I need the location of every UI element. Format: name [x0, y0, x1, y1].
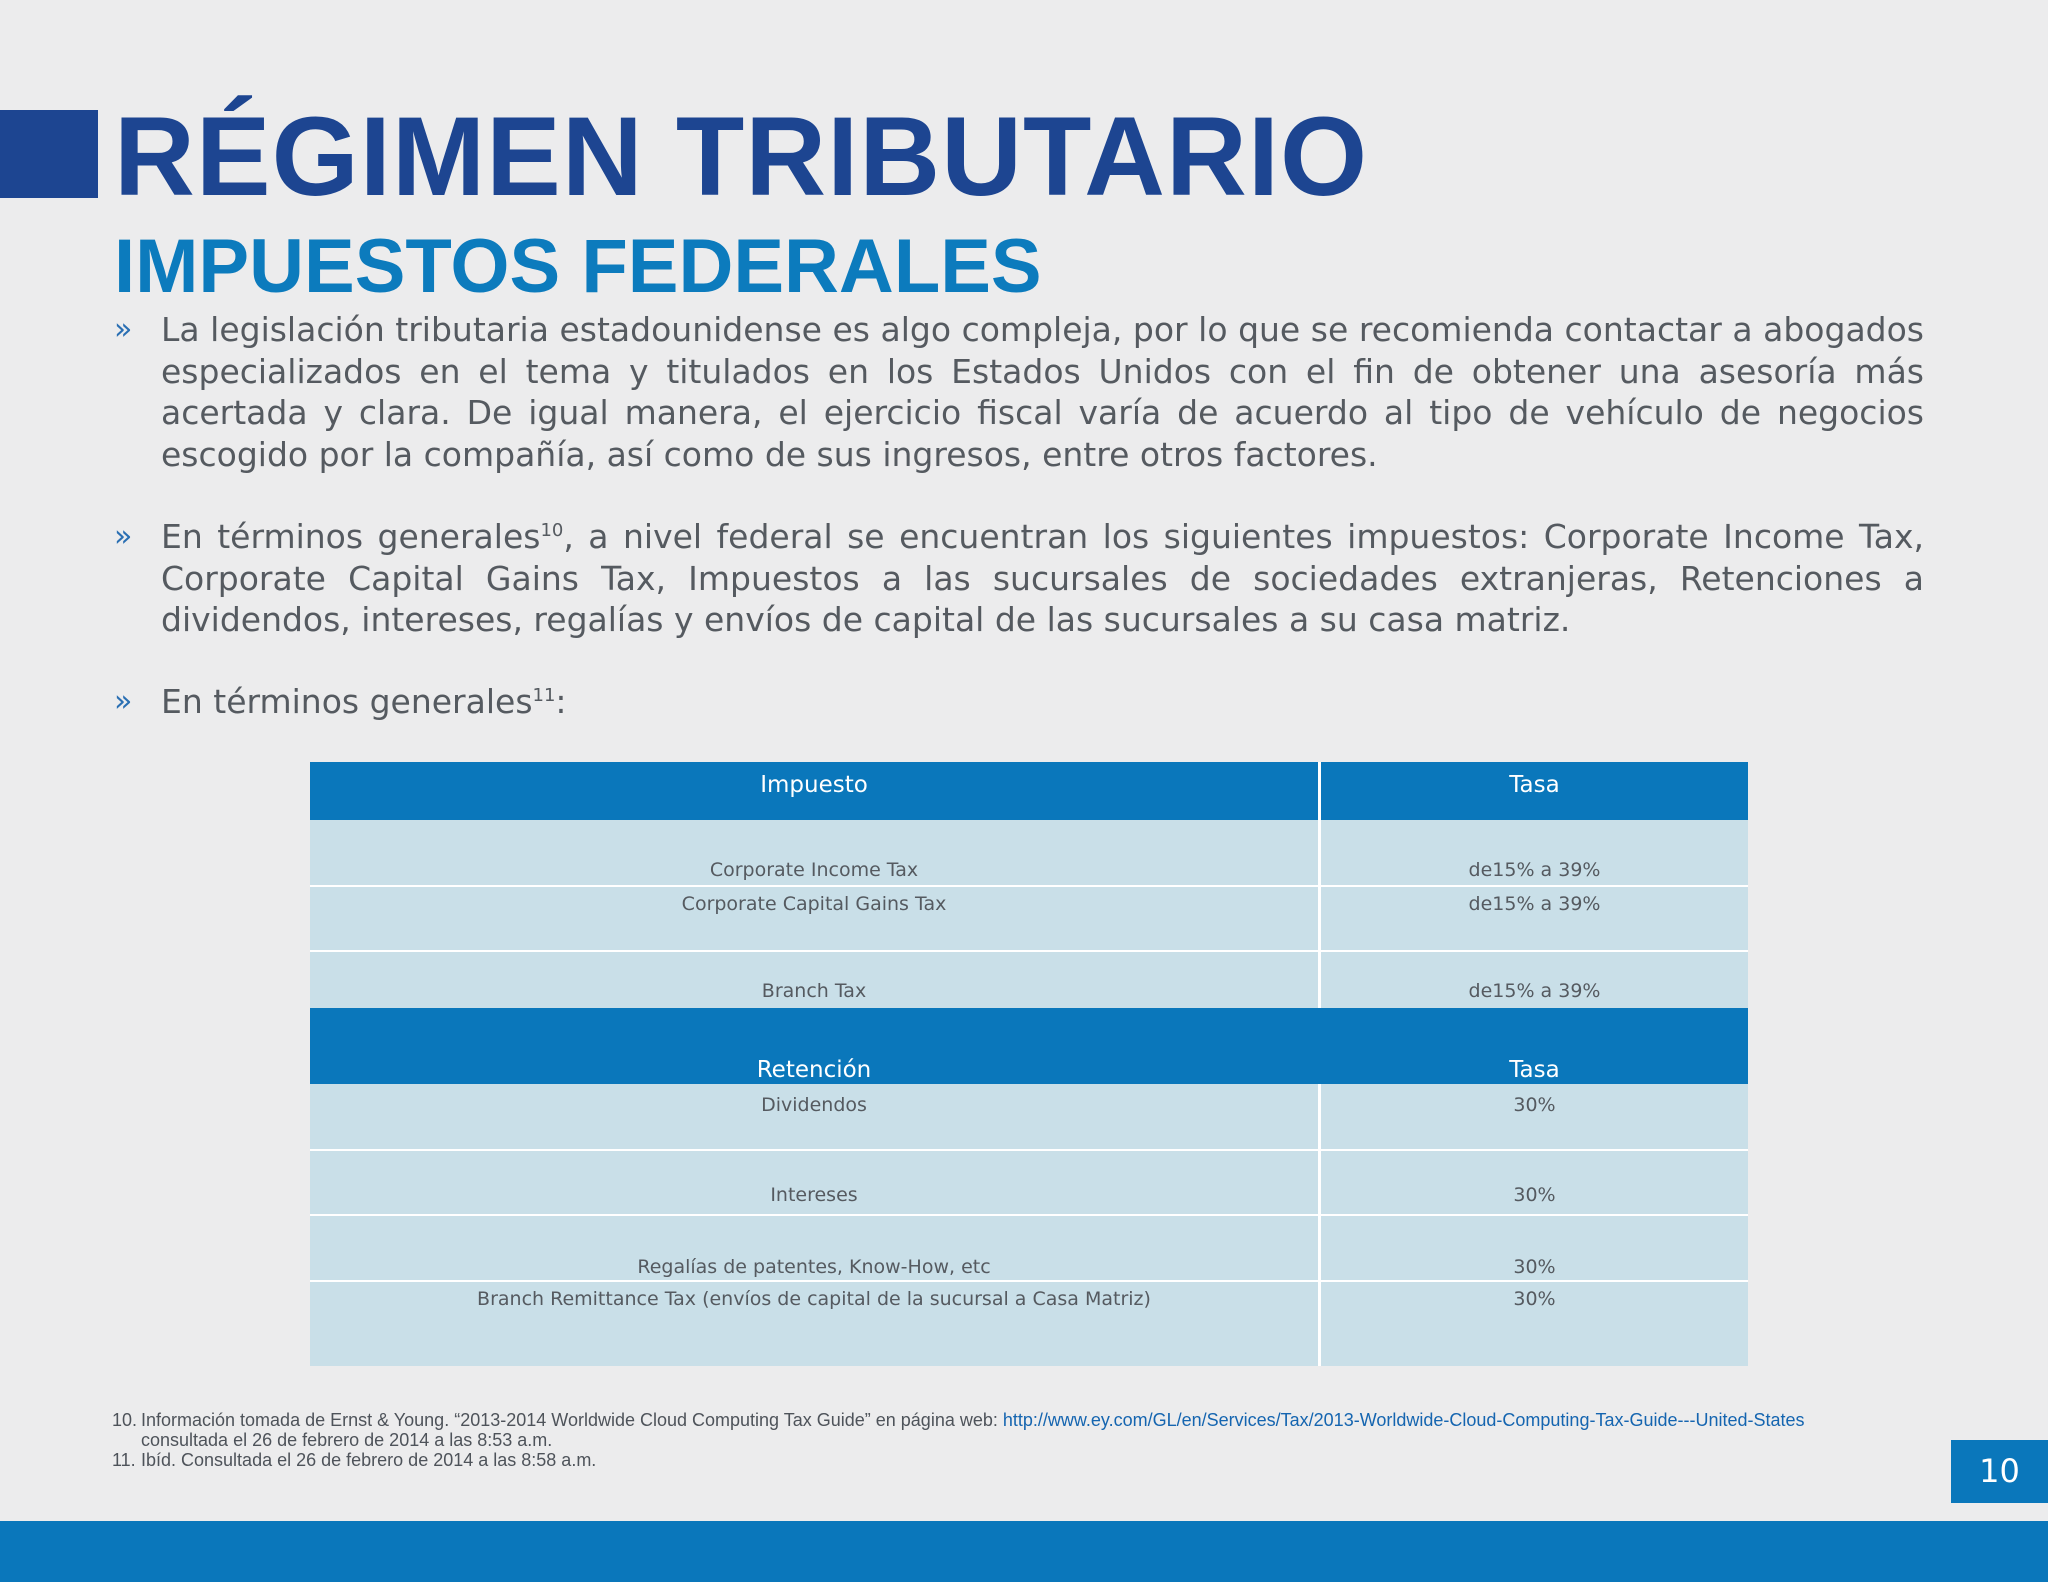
table-header-row [310, 762, 1748, 820]
bullet-item [114, 309, 1924, 475]
footnote-ref: 11 [532, 685, 556, 706]
bullet-item [114, 681, 1924, 723]
bullet-text: En términos generales$^{10}$, a nivel federal se encuentran los siguientes impuestos: Corporate Income Tax, Corporate Capital Gains Tax, Impuestos a las sucursales de sociedades extranjeras, Retenciones a dividendos, intereses, regalías y envíos de capital de las sucursales a su casa matriz. [161, 517, 1924, 639]
tax-name-cell: Corporate Capital Gains Tax [681, 893, 947, 915]
table-row [310, 887, 1748, 950]
footnotes [112, 1410, 1952, 1470]
header-cell-tasa: Tasa [1509, 772, 1560, 798]
retention-name-cell: Intereses [770, 1184, 858, 1206]
table-row [310, 952, 1748, 1008]
page-subtitle: IMPUESTOS FEDERALES [114, 224, 1042, 309]
header-cell-impuesto: Impuesto [760, 772, 868, 798]
table-row [310, 1151, 1748, 1214]
tax-rate-cell: de15% a 39% [1468, 980, 1601, 1002]
footnote-link[interactable]: http://www.ey.com/GL/en/Services/Tax/2013-Worldwide-Cloud-Computing-Tax-Guide---United-States [1002, 1410, 1805, 1430]
header-cell-retencion: Retención [756, 1057, 872, 1083]
footnote-text: Información tomada de Ernst & Young. “2013-2014 Worldwide Cloud Computing Tax Guide” en página web: [141, 1410, 1003, 1430]
tax-table [310, 762, 1748, 1366]
tax-rate-cell: de15% a 39% [1468, 859, 1601, 881]
page-number: 10 [1951, 1440, 2048, 1503]
page-title: RÉGIMEN TRIBUTARIO [114, 94, 1369, 219]
tax-rate-cell: de15% a 39% [1468, 893, 1601, 915]
footnote-text-continued: consultada el 26 de febrero de 2014 a las 8:53 a.m. [141, 1430, 553, 1450]
footnote-number: 10. [112, 1410, 138, 1430]
table-header-row [310, 1008, 1748, 1084]
bullet-marker-icon: » [114, 312, 133, 347]
retention-rate-cell: 30% [1513, 1184, 1556, 1206]
retention-rate-cell: 30% [1513, 1094, 1556, 1116]
footnote-ref: 10 [540, 520, 564, 541]
bullet-marker-icon: » [114, 519, 133, 554]
tax-name-cell: Branch Tax [761, 980, 867, 1002]
footnote-11 [112, 1450, 1952, 1470]
retention-name-cell: Dividendos [761, 1094, 867, 1116]
table-row [310, 1084, 1748, 1149]
retention-rate-cell: 30% [1513, 1256, 1556, 1278]
bullet-marker-icon: » [114, 684, 133, 719]
table-row [310, 820, 1748, 885]
bullet-text: En términos generales$^{11}$: [161, 682, 567, 721]
footnote-text: Ibíd. Consultada el 26 de febrero de 2014 a las 8:58 a.m. [141, 1450, 597, 1470]
table-row [310, 1216, 1748, 1280]
bullet-item [114, 516, 1924, 641]
retention-name-cell: Branch Remittance Tax (envíos de capital de la sucursal a Casa Matriz) [477, 1288, 1151, 1310]
header-cell-tasa: Tasa [1509, 1057, 1560, 1083]
footnote-number: 11. [112, 1450, 136, 1470]
footnote-10 [112, 1410, 1952, 1450]
title-accent-block [0, 110, 98, 198]
retention-rate-cell: 30% [1513, 1288, 1556, 1310]
tax-name-cell: Corporate Income Tax [709, 859, 919, 881]
bullet-text: La legislación tributaria estadounidense es algo compleja, por lo que se recomienda contactar a abogados especializados en el tema y titulados en los Estados Unidos con el fin de obtener una asesoría más acertada y clara. De igual manera, el ejercicio fiscal varía de acuerdo al tipo de vehículo de negocios escogido por la compañía, así como de sus ingresos, entre otros factores. [161, 310, 1924, 474]
table-row [310, 1282, 1748, 1366]
bottom-bar [0, 1521, 2048, 1582]
retention-name-cell: Regalías de patentes, Know-How, etc [637, 1256, 991, 1278]
